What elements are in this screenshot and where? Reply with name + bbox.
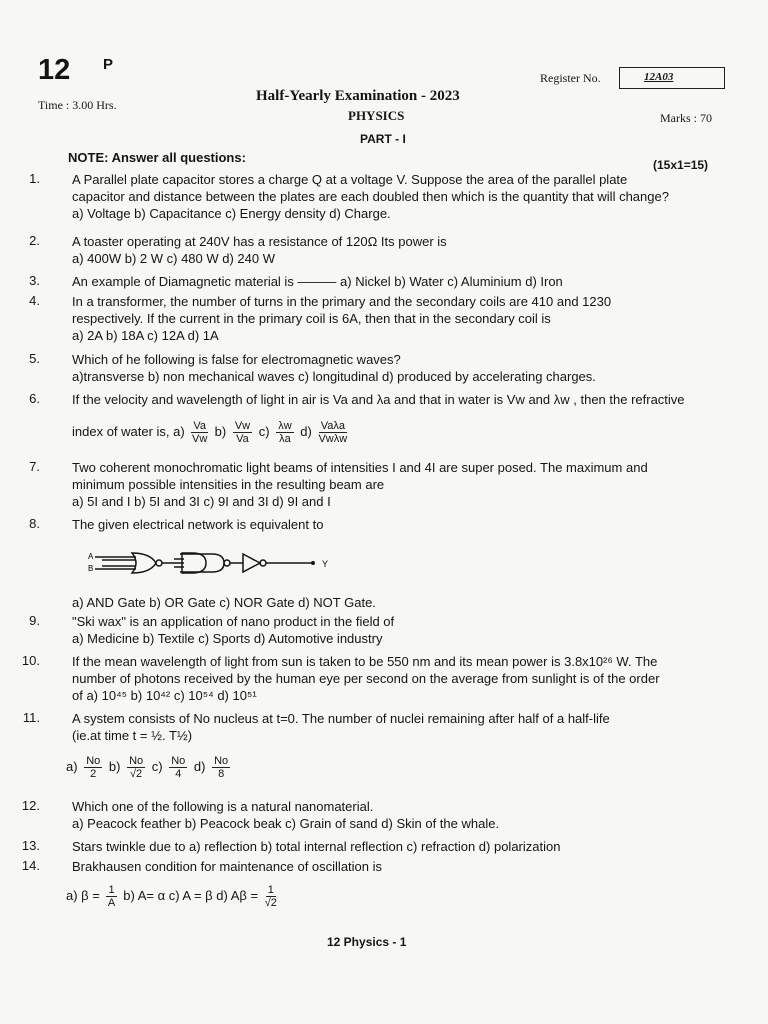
option-label: d) xyxy=(300,423,312,439)
option-label: c) xyxy=(151,758,163,774)
question-text: Brakhausen condition for maintenance of oscillation is xyxy=(72,859,383,874)
question-12 xyxy=(72,798,732,832)
numerator: Vaλa xyxy=(320,420,345,432)
question-number: 5. xyxy=(29,351,40,366)
fraction xyxy=(84,755,102,780)
numerator: 1 xyxy=(108,884,115,896)
question-text: index of water is, xyxy=(72,423,170,439)
denominator: Va xyxy=(236,433,249,445)
answer-options: b) A= α c) A = β d) Aβ = xyxy=(123,887,259,903)
subject-title: PHYSICS xyxy=(348,108,405,123)
instructions-note: NOTE: Answer all questions: xyxy=(68,150,246,165)
question-text: An example of Diamagnetic material is ——— a) Nickel b) Water c) Aluminium d) Iron xyxy=(72,274,563,289)
question-text: Stars twinkle due to a) reflection b) total internal reflection c) refraction d) polarization xyxy=(72,839,561,854)
answer-options: a) 2A b) 18A c) 12A d) 1A xyxy=(72,328,219,343)
question-4 xyxy=(72,293,732,344)
fraction xyxy=(276,420,293,445)
answer-options: a) 400W b) 2 W c) 480 W d) 240 W xyxy=(72,251,276,266)
question-number: 8. xyxy=(29,516,40,531)
question-text: A system consists of No nucleus at t=0. The number of nuclei remaining after half of a half-life xyxy=(72,711,610,726)
nor-gate-1 xyxy=(132,553,156,573)
option-label: a) β = xyxy=(66,887,100,903)
question-number: 12. xyxy=(21,798,40,813)
question-text: (ie.at time t = ½. T½) xyxy=(72,728,193,743)
part-heading: PART - I xyxy=(360,132,406,146)
not-gate xyxy=(243,554,260,572)
option-label: b) xyxy=(214,423,227,439)
denominator: λa xyxy=(279,433,291,445)
question-text: A Parallel plate capacitor stores a charge Q at a voltage V. Suppose the area of the parallel plate xyxy=(72,172,628,187)
time-allowed: Time : 3.00 Hrs. xyxy=(38,98,117,112)
question-number: 7. xyxy=(29,459,40,474)
denominator: √2 xyxy=(264,897,277,909)
register-number-box: 12A03 xyxy=(619,67,725,89)
question-text: "Ski wax" is an application of nano product in the field of xyxy=(72,614,395,629)
section-score: (15x1=15) xyxy=(653,158,709,172)
question-8-options xyxy=(72,594,732,611)
question-text: In a transformer, the number of turns in the primary and the secondary coils are 410 and 1230 xyxy=(72,294,612,309)
numerator: No xyxy=(214,755,229,767)
question-text: number of photons received by the human eye per second on the average from sunlight is of the order xyxy=(72,671,660,686)
question-number: 13. xyxy=(21,838,40,853)
question-1 xyxy=(72,171,732,222)
exam-title: Half-Yearly Examination - 2023 xyxy=(256,88,460,104)
input-a-label: A xyxy=(88,552,94,561)
answer-options xyxy=(72,420,732,445)
option-label: d) xyxy=(193,758,206,774)
question-13 xyxy=(72,838,732,855)
denominator: 2 xyxy=(90,768,97,780)
fraction xyxy=(127,755,145,780)
numerator: No xyxy=(86,755,101,767)
fraction xyxy=(169,755,187,780)
question-3 xyxy=(72,273,732,290)
denominator: A xyxy=(107,897,116,909)
answer-options: a) 5I and I b) 5I and 3I c) 9I and 3I d) 9I and I xyxy=(72,494,331,509)
numerator: No xyxy=(171,755,186,767)
question-text: If the mean wavelength of light from sun is taken to be 550 nm and its mean power is 3.8x10²⁶ W. The xyxy=(72,654,658,669)
paper-code: 12 xyxy=(38,54,71,86)
question-text: minimum possible intensities in the resulting beam are xyxy=(72,477,385,492)
question-number: 2. xyxy=(29,233,40,248)
question-text: respectively. If the current in the primary coil is 6A, then that in the secondary coil is xyxy=(72,311,551,326)
denominator: Vwλw xyxy=(318,433,348,445)
answer-options: a) AND Gate b) OR Gate c) NOR Gate d) NOT Gate. xyxy=(72,595,376,610)
question-9 xyxy=(72,613,732,647)
answer-options: of a) 10⁴⁵ b) 10⁴² c) 10⁵⁴ d) 10⁵¹ xyxy=(72,688,257,703)
nor-gate-2 xyxy=(182,553,206,573)
question-text: Two coherent monochromatic light beams of intensities I and 4I are super posed. The maximum and xyxy=(72,460,648,475)
question-number: 4. xyxy=(29,293,40,308)
option-label: a) xyxy=(66,758,78,774)
denominator: √2 xyxy=(130,768,143,780)
question-7 xyxy=(72,459,732,510)
answer-options: a) Medicine b) Textile c) Sports d) Automotive industry xyxy=(72,631,383,646)
page-footer: 12 Physics - 1 xyxy=(327,935,407,949)
question-number: 6. xyxy=(29,391,40,406)
output-y-label: Y xyxy=(322,559,329,569)
denominator: Vw xyxy=(192,433,208,445)
fraction xyxy=(191,420,208,445)
question-14-options xyxy=(66,884,280,909)
question-2 xyxy=(72,233,732,267)
numerator: Va xyxy=(193,420,206,432)
gate-outline xyxy=(180,554,224,572)
input-b-label: B xyxy=(88,564,94,573)
numerator: λw xyxy=(278,420,292,432)
fraction xyxy=(233,420,252,445)
option-label: c) xyxy=(258,423,270,439)
question-number: 11. xyxy=(22,710,40,725)
question-number: 3. xyxy=(29,273,40,288)
question-text: Which of he following is false for electromagnetic waves? xyxy=(72,352,401,367)
question-number: 9. xyxy=(29,613,40,628)
numerator: No xyxy=(129,755,144,767)
question-text: A toaster operating at 240V has a resistance of 120Ω Its power is xyxy=(72,234,447,249)
logic-gate-circuit xyxy=(88,546,338,582)
option-label: b) xyxy=(108,758,121,774)
question-11-options xyxy=(66,755,233,780)
question-number: 1. xyxy=(29,171,40,186)
denominator: 8 xyxy=(218,768,225,780)
question-number: 10. xyxy=(21,653,40,668)
question-6 xyxy=(72,391,732,445)
numerator: Vw xyxy=(234,420,251,432)
option-label: a) xyxy=(173,423,185,439)
question-text: The given electrical network is equivalent to xyxy=(72,517,324,532)
fraction xyxy=(106,884,116,909)
fraction xyxy=(318,420,347,445)
question-text: capacitor and distance between the plates are each doubled then which is the quantity that will change? xyxy=(72,189,669,204)
fraction xyxy=(265,884,277,909)
question-10 xyxy=(72,653,732,704)
answer-options: a) Peacock feather b) Peacock beak c) Grain of sand d) Skin of the whale. xyxy=(72,816,500,831)
numerator: 1 xyxy=(267,884,274,896)
question-14 xyxy=(72,858,732,875)
question-text: Which one of the following is a natural nanomaterial. xyxy=(72,799,374,814)
paper-code-suffix: P xyxy=(103,56,114,73)
answer-options: a) Voltage b) Capacitance c) Energy density d) Charge. xyxy=(72,206,391,221)
question-text: If the velocity and wavelength of light in air is Va and λa and that in water is Vw and λw , then the refractive xyxy=(72,392,685,407)
denominator: 4 xyxy=(175,768,182,780)
inverter-bubble xyxy=(156,560,162,566)
register-label: Register No. xyxy=(540,71,601,85)
question-8 xyxy=(72,516,732,533)
fraction xyxy=(212,755,230,780)
answer-options: a)transverse b) non mechanical waves c) longitudinal d) produced by accelerating charges. xyxy=(72,369,596,384)
question-5 xyxy=(72,351,732,385)
question-number: 14. xyxy=(21,858,40,873)
question-11 xyxy=(72,710,732,744)
max-marks: Marks : 70 xyxy=(660,111,712,125)
